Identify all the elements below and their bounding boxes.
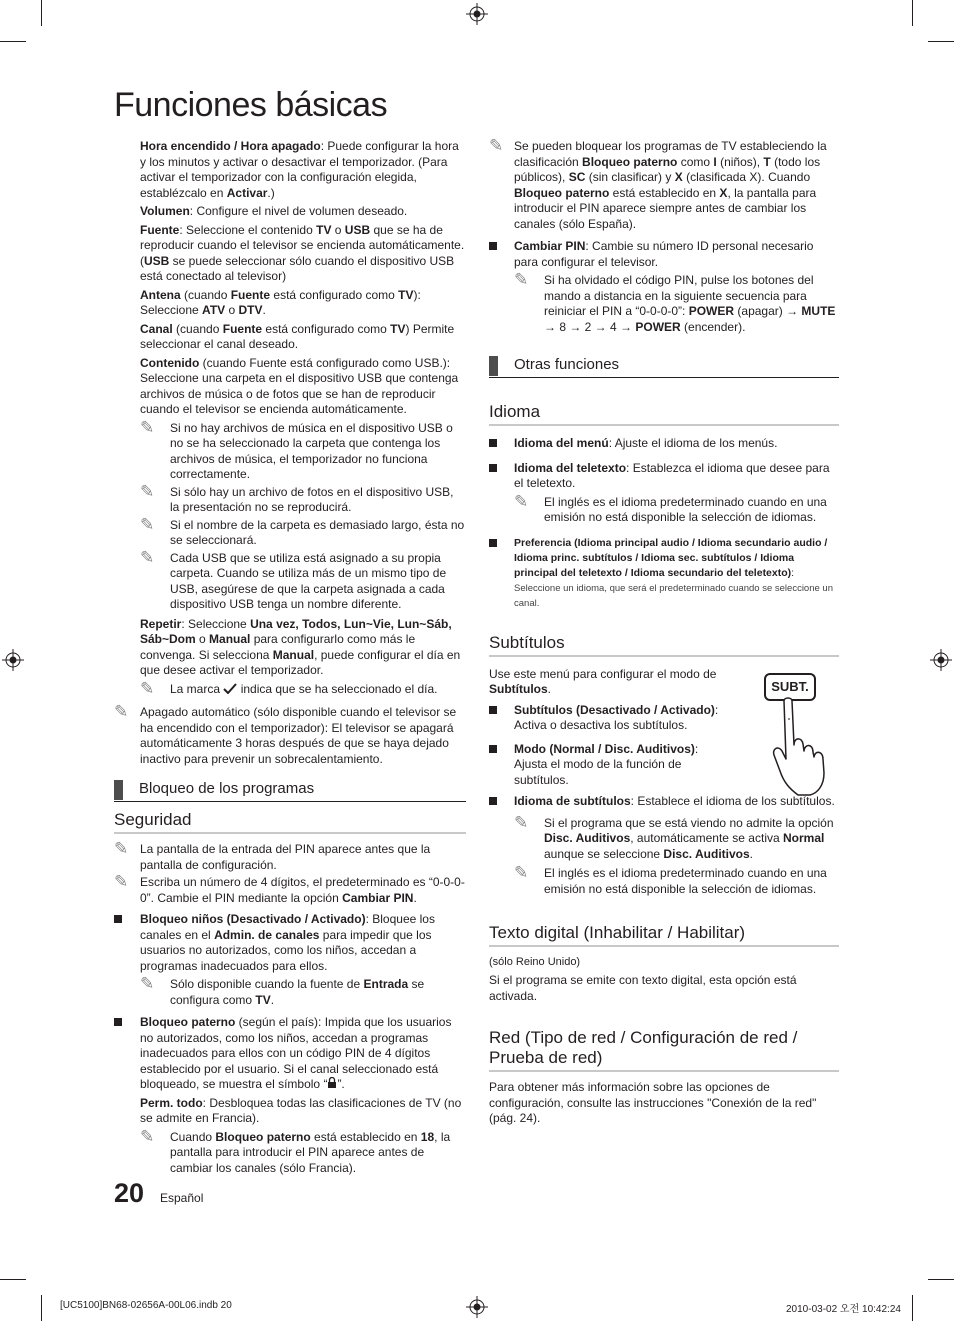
pencil-note-icon: ✎ [140, 547, 155, 567]
heading-idioma: Idioma [489, 402, 839, 426]
subt-remote-button: SUBT. [764, 673, 816, 701]
pencil-note-icon: ✎ [140, 514, 155, 534]
pencil-note-icon: ✎ [514, 863, 529, 882]
footer-file: [UC5100]BN68-02656A-00L06.indb 20 [60, 1300, 232, 1311]
section-header: Bloqueo de los programas [114, 779, 466, 802]
note: ✎ Si sólo hay un archivo de fotos en el dispositivo USB, la presentación no se reproducirá. [140, 481, 454, 514]
checkmark-icon [223, 683, 237, 694]
crop-mark [41, 0, 42, 26]
registration-mark-icon [466, 1296, 488, 1318]
lock-icon [327, 1077, 337, 1089]
bullet-item: Bloqueo niños (Desactivado / Activado): Bloquee los canales en el Admin. de canales para impedir que los usuarios no autorizados, como los niños, accedan a programas inadecuados para ellos. [114, 912, 466, 974]
note: ✎ La pantalla de la entrada del PIN aparece antes que la pantalla de configuración. [114, 839, 431, 872]
bullet-square [489, 706, 497, 714]
paragraph: Antena (cuando Fuente está configurado como TV): Seleccione ATV o DTV. [140, 287, 421, 317]
registration-mark-icon [930, 649, 952, 671]
right-column [489, 136, 839, 1130]
crop-mark [912, 0, 913, 26]
bullet-square [489, 745, 497, 753]
note: ✎ Si el programa que se está viendo no admite la opción Disc. Auditivos, automáticamente se activa Normal aunque se seleccione Disc. Auditivos. [514, 812, 834, 861]
note: ✎ Sólo disponible cuando la fuente de Entrada se configura como TV. [140, 974, 425, 1007]
note: ✎ Cuando Bloqueo paterno está establecido en 18, la pantalla para introducir el PIN aparece antes de cambiar los canales (sólo Francia). [140, 1126, 451, 1175]
pencil-note-icon: ✎ [514, 812, 529, 832]
heading-red: Red (Tipo de red / Configuración de red / Prueba de red) [489, 1028, 839, 1072]
note: ✎ Si el nombre de la carpeta es demasiado largo, ésta no se seleccionará. [140, 514, 465, 547]
note: ✎ Escriba un número de 4 dígitos, el predeterminado es “0-0-0-0”. Cambie el PIN mediante la opción Cambiar PIN. [114, 872, 465, 905]
note: ✎ Si ha olvidado el código PIN, pulse los botones del mando a distancia en la siguiente secuencia para reiniciar el PIN a “0-0-0-0”: POWER (apagar) → MUTE → 8 → 2 → 4 → POWER (encender). [514, 270, 836, 334]
bullet-square [489, 242, 497, 250]
crop-mark [912, 1295, 913, 1321]
pencil-note-icon: ✎ [140, 481, 155, 501]
bullet-item: Idioma del menú: Ajuste el idioma de los menús. [489, 436, 839, 452]
bullet-item: Bloqueo paterno (según el país): Impida que los usuarios no autorizados, como los niños, accedan a programas inadecuados para ellos con un código PIN de 4 dígitos establecido por el usuario. Si el canal seleccionado está bloqueado, se muestra el símbolo “ ”. [114, 1015, 466, 1093]
bullet-item: Subtítulos (Desactivado / Activado): Activa o desactiva los subtítulos. [489, 703, 734, 734]
heading-subtitulos: Subtítulos [489, 633, 839, 657]
left-column [114, 139, 466, 1178]
bullet-square [489, 539, 497, 547]
paragraph: (sólo Reino Unido) [489, 956, 581, 968]
heading-seguridad: Seguridad [114, 810, 466, 834]
paragraph: Si el programa se emite con texto digital, esta opción está activada. [489, 973, 797, 1003]
paragraph: Fuente: Seleccione el contenido TV o USB que se ha de reproducir cuando el televisor se encienda automáticamente. (USB se puede seleccionar sólo cuando el dispositivo USB está conectado al televisor) [140, 222, 465, 283]
footer-date: 2010-03-02 오전 10:42:24 [786, 1304, 901, 1315]
pencil-note-icon: ✎ [140, 678, 155, 698]
section-header: Otras funciones [489, 355, 839, 378]
paragraph: Perm. todo: Desbloquea todas las clasificaciones de TV (no se admite en Francia). [140, 1095, 462, 1125]
bullet-square [489, 439, 497, 447]
pencil-note-icon: ✎ [489, 136, 504, 155]
page-title: Funciones básicas [114, 86, 388, 124]
note: ✎ El inglés es el idioma predeterminado cuando en una emisión no está disponible la selección de idiomas. [514, 491, 827, 524]
bullet-item: Preferencia (Idioma principal audio / Idioma secundario audio / Idioma princ. subtítulos / Idioma sec. subtítulos / Idioma principal del teletexto / Idioma secundario del teletexto): Seleccione un idioma, que será el predeterminado cuando se seleccione un canal. [489, 536, 839, 611]
note: ✎ Se pueden bloquear los programas de TV estableciendo la clasificación Bloqueo paterno como I (niños), T (todo los públicos), SC (sin clasificar) y X (clasificada X). Cuando Bloqueo paterno está establecido en X, la pantalla para introducir el PIN aparece siempre antes de cambiar los canales (sólo España). [489, 136, 827, 231]
crop-mark [41, 1295, 42, 1321]
registration-mark-icon [2, 649, 24, 671]
note: ✎ La marca indica que se ha seleccionado el día. [140, 678, 438, 698]
paragraph: Canal (cuando Fuente está configurado como TV) Permite seleccionar el canal deseado. [140, 321, 455, 351]
section-bar [114, 780, 123, 800]
pencil-note-icon: ✎ [114, 872, 129, 891]
crop-mark [928, 1279, 954, 1280]
timer-options [114, 139, 466, 697]
note: ✎ El inglés es el idioma predeterminado cuando en una emisión no está disponible la selección de idiomas. [514, 863, 827, 896]
note: ✎ Si no hay archivos de música en el dispositivo USB o no se ha seleccionado la carpeta que contenga los archivos de música, el temporizador no funciona correctamente. [140, 417, 453, 481]
pencil-note-icon: ✎ [140, 974, 155, 993]
pencil-note-icon: ✎ [114, 702, 129, 721]
bullet-item: Idioma de subtítulos: Establece el idioma de los subtítulos. [489, 794, 839, 810]
page-number: 20 [114, 1178, 145, 1208]
bullet-square [489, 797, 497, 805]
crop-mark [928, 41, 954, 42]
heading-texto-digital: Texto digital (Inhabilitar / Habilitar) [489, 923, 839, 947]
crop-mark [0, 1279, 26, 1280]
page-language: Español [160, 1191, 204, 1205]
paragraph: Repetir: Seleccione Una vez, Todos, Lun~Vie, Lun~Sáb, Sáb~Dom o Manual para configurarlo como más le convenga. Si selecciona Manual, puede configurar el día en que desee activar el temporizador. [140, 616, 461, 677]
crop-mark [0, 41, 26, 42]
bullet-square [114, 915, 122, 923]
pencil-note-icon: ✎ [114, 839, 129, 858]
bullet-square [489, 464, 497, 472]
subtitles-text [489, 667, 734, 789]
bullet-square [114, 1018, 122, 1026]
paragraph: Hora encendido / Hora apagado: Puede configurar la hora y los minutos y activar o desactivar el temporizador. (Para activar el temporizador con la configuración elegida, establézcalo en Activar.) [140, 139, 459, 200]
section-bar [489, 356, 498, 376]
pencil-note-icon: ✎ [514, 270, 529, 289]
subtitles-block [489, 667, 839, 789]
hand-pointing-icon [772, 697, 842, 797]
pencil-note-icon: ✎ [514, 491, 529, 511]
registration-mark-icon [466, 3, 488, 25]
paragraph: Contenido (cuando Fuente está configurado como USB.): Seleccione una carpeta en el dispositivo USB que contenga archivos de música o de fotos que se han de reproducir cuando el televisor se encienda automáticamente. [140, 355, 459, 416]
note: ✎ Apagado automático (sólo disponible cuando el televisor se ha encendido con el temporizador): El televisor se apagará automáticamente 3 horas después de que se haya dejado inactivo para prevenir un sobrecalentamiento. [114, 702, 457, 766]
paragraph: Volumen: Configure el nivel de volumen deseado. [140, 204, 408, 218]
paragraph: Use este menú para configurar el modo de Subtítulos. [489, 666, 717, 696]
bullet-item: Cambiar PIN: Cambie su número ID personal necesario para configurar el televisor. [489, 239, 839, 270]
bullet-item: Modo (Normal / Disc. Auditivos): Ajusta el modo de la función de subtítulos. [489, 742, 734, 789]
note: ✎ Cada USB que se utiliza está asignado a su propia carpeta. Cuando se utiliza más de un mismo tipo de USB, asegúrese de que la carpeta asignada a cada dispositivo USB tenga un nombre diferente. [140, 547, 447, 611]
pencil-note-icon: ✎ [140, 1126, 155, 1146]
pencil-note-icon: ✎ [140, 417, 155, 437]
bullet-item: Idioma del teletexto: Establezca el idioma que desee para el teletexto. [489, 461, 839, 492]
paragraph: Para obtener más información sobre las opciones de configuración, consulte las instrucciones "Conexión de la red" (pág. 24). [489, 1080, 817, 1125]
